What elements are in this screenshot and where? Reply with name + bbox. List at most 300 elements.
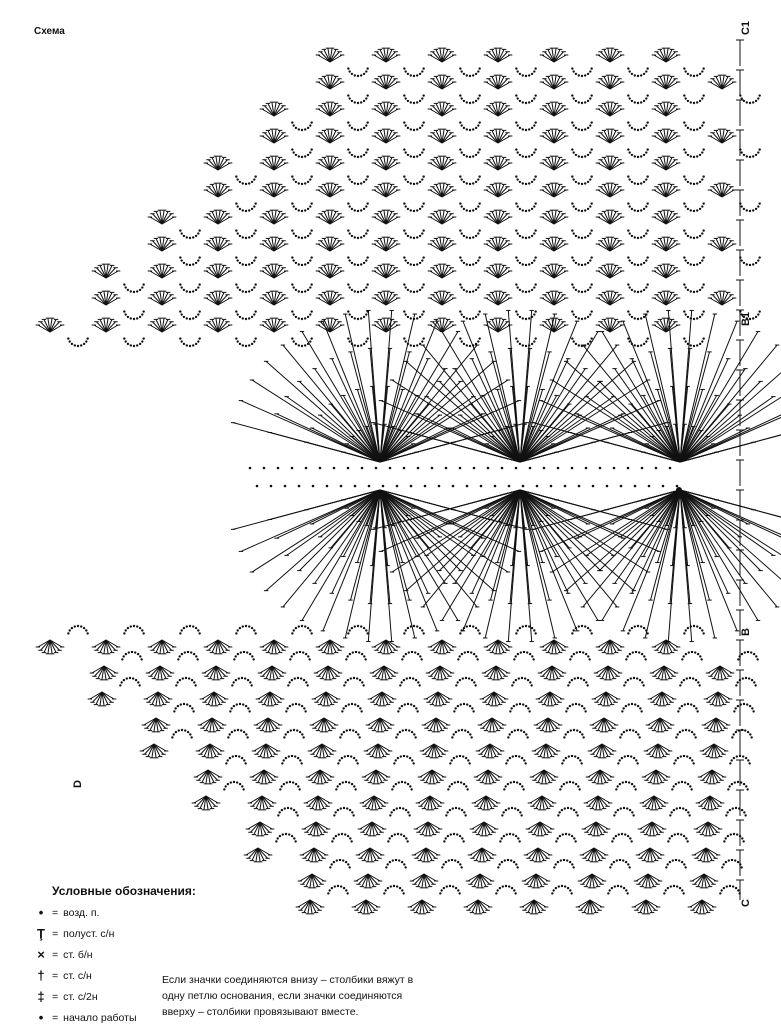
- chain-arc: [397, 703, 419, 713]
- shell: [92, 640, 121, 654]
- shell: [316, 129, 345, 143]
- chain-arc: [679, 677, 701, 687]
- shell: [530, 770, 559, 784]
- chain-arc: [403, 202, 425, 212]
- shell: [540, 156, 569, 170]
- chain-arc: [609, 859, 631, 869]
- shell: [204, 640, 233, 654]
- chain-arc: [439, 885, 461, 895]
- chain-arc: [291, 283, 313, 293]
- chain-arc: [347, 121, 369, 131]
- chain-arc: [511, 677, 533, 687]
- shell: [540, 237, 569, 251]
- chain-arc: [229, 703, 251, 713]
- chain-arc: [621, 703, 643, 713]
- legend-item-single: × = ст. б/н: [30, 944, 200, 965]
- shell: [596, 291, 625, 305]
- shell: [580, 848, 609, 862]
- chain-arc: [739, 202, 761, 212]
- chain-arc: [441, 859, 463, 869]
- shell: [146, 666, 175, 680]
- chain-arc: [459, 121, 481, 131]
- shell: [696, 796, 725, 810]
- chain-arc: [727, 781, 749, 791]
- chain-arc: [177, 651, 199, 661]
- shell: [364, 744, 393, 758]
- chain-arc: [285, 703, 307, 713]
- shell: [596, 640, 625, 654]
- shell: [484, 291, 513, 305]
- chain-arc: [383, 885, 405, 895]
- chain-arc: [327, 885, 349, 895]
- chain-arc: [563, 729, 585, 739]
- chain-arc: [571, 256, 593, 266]
- chain-arc: [619, 729, 641, 739]
- chain-arc: [663, 885, 685, 895]
- shell: [414, 822, 443, 836]
- chain-arc: [395, 729, 417, 739]
- chain-arc: [231, 677, 253, 687]
- chain-arc: [277, 807, 299, 817]
- chain-arc: [683, 283, 705, 293]
- chain-arc: [403, 148, 425, 158]
- chain-arc: [347, 310, 369, 320]
- chain-arc: [403, 256, 425, 266]
- shell: [410, 874, 439, 888]
- shell: [428, 318, 457, 332]
- chain-arc: [667, 833, 689, 843]
- shell: [652, 264, 681, 278]
- chain-arc: [627, 625, 649, 635]
- shell: [468, 848, 497, 862]
- shell: [412, 848, 441, 862]
- chain-arc: [515, 229, 537, 239]
- shell: [698, 770, 727, 784]
- shell: [644, 744, 673, 758]
- chain-arc: [291, 310, 313, 320]
- chain-arc: [725, 807, 747, 817]
- shell: [474, 770, 503, 784]
- chain-arc: [445, 807, 467, 817]
- shell: [204, 237, 233, 251]
- shell: [308, 744, 337, 758]
- legend-item-chain: • = возд. п.: [30, 902, 200, 923]
- shell: [372, 264, 401, 278]
- legend-item-half-double: Ţ = полуст. с/н: [30, 923, 200, 944]
- chain-arc: [291, 202, 313, 212]
- shell: [646, 718, 675, 732]
- chain-arc: [291, 148, 313, 158]
- chain-arc: [459, 67, 481, 77]
- chain-arc: [175, 677, 197, 687]
- shell: [370, 666, 399, 680]
- chain-arc: [683, 625, 705, 635]
- shell: [704, 692, 733, 706]
- shell: [708, 237, 737, 251]
- marker-c1: C1: [740, 18, 752, 38]
- shell: [694, 822, 723, 836]
- marker-d: D: [72, 774, 84, 794]
- shell: [484, 183, 513, 197]
- chain-arc: [515, 202, 537, 212]
- legend-label: ст. с/2н: [63, 991, 98, 1003]
- legend-item-start: • = начало работы: [30, 1007, 200, 1028]
- shell: [300, 848, 329, 862]
- chain-arc: [571, 202, 593, 212]
- shell: [688, 900, 717, 914]
- shell: [352, 900, 381, 914]
- shell: [372, 210, 401, 224]
- shell: [596, 264, 625, 278]
- chain-arc: [347, 625, 369, 635]
- chain-arc: [515, 256, 537, 266]
- shell: [256, 692, 285, 706]
- shell: [484, 102, 513, 116]
- shell: [424, 692, 453, 706]
- shell: [246, 822, 275, 836]
- shell: [92, 264, 121, 278]
- legend-label: ст. с/н: [63, 970, 92, 982]
- chain-arc: [459, 148, 481, 158]
- shell: [310, 718, 339, 732]
- chain-arc: [739, 148, 761, 158]
- chain-arc: [453, 703, 475, 713]
- shell: [194, 770, 223, 784]
- shell: [652, 318, 681, 332]
- chain-arc: [561, 755, 583, 765]
- chain-arc: [683, 337, 705, 347]
- shell: [198, 718, 227, 732]
- chain-arc: [347, 283, 369, 293]
- shell: [296, 900, 325, 914]
- shell: [372, 640, 401, 654]
- chain-arc: [739, 256, 761, 266]
- shell: [484, 48, 513, 62]
- chain-arc: [627, 67, 649, 77]
- shell: [540, 291, 569, 305]
- shell: [140, 744, 169, 758]
- shell: [470, 822, 499, 836]
- chain-arc: [571, 229, 593, 239]
- shell: [466, 874, 495, 888]
- chain-arc: [123, 283, 145, 293]
- chain-arc: [235, 202, 257, 212]
- treble-crochet-icon: ‡: [30, 989, 52, 1004]
- chain-arc: [123, 625, 145, 635]
- chain-arc: [335, 781, 357, 791]
- chain-arc: [571, 625, 593, 635]
- chain-arc: [515, 175, 537, 185]
- shell: [594, 666, 623, 680]
- chain-arc: [291, 121, 313, 131]
- legend-label: начало работы: [63, 1012, 136, 1024]
- chain-arc: [399, 677, 421, 687]
- shell: [540, 129, 569, 143]
- chain-arc: [329, 859, 351, 869]
- shell: [312, 692, 341, 706]
- shell: [314, 666, 343, 680]
- shell: [358, 822, 387, 836]
- chain-arc: [455, 677, 477, 687]
- chain-arc: [627, 148, 649, 158]
- shell: [428, 183, 457, 197]
- chain-arc: [403, 175, 425, 185]
- chain-arc: [235, 310, 257, 320]
- shell: [484, 210, 513, 224]
- chain-arc: [567, 677, 589, 687]
- chain-arc: [393, 755, 415, 765]
- chain-arc: [275, 833, 297, 843]
- shell: [248, 796, 277, 810]
- shell: [426, 666, 455, 680]
- shell: [204, 156, 233, 170]
- chain-arc: [67, 625, 89, 635]
- chain-arc: [403, 67, 425, 77]
- chain-arc: [627, 229, 649, 239]
- right-edge-line: [736, 40, 744, 900]
- shell: [484, 237, 513, 251]
- shell: [148, 640, 177, 654]
- shell: [652, 156, 681, 170]
- chain-arc: [235, 283, 257, 293]
- shell: [478, 718, 507, 732]
- legend-note: Если значки соединяются внизу – столбики вяжут в одну петлю основания, если значки соединяются вверху – столбики провязывают вместе.: [162, 972, 422, 1020]
- shell: [464, 900, 493, 914]
- chain-arc: [723, 833, 745, 843]
- shell: [418, 770, 447, 784]
- center-band: [249, 467, 679, 488]
- shell: [148, 210, 177, 224]
- shell: [202, 666, 231, 680]
- shell: [372, 237, 401, 251]
- chain-arc: [347, 67, 369, 77]
- chain-arc: [459, 229, 481, 239]
- chain-arc: [509, 703, 531, 713]
- chain-arc: [615, 781, 637, 791]
- shell: [244, 848, 273, 862]
- shell: [476, 744, 505, 758]
- chain-arc: [459, 175, 481, 185]
- shell: [90, 666, 119, 680]
- shell: [204, 318, 233, 332]
- chain-arc: [515, 67, 537, 77]
- shell: [690, 874, 719, 888]
- chain-arc: [347, 202, 369, 212]
- shell: [540, 640, 569, 654]
- chain-arc: [671, 781, 693, 791]
- chain-arc: [347, 175, 369, 185]
- shell: [148, 318, 177, 332]
- chain-arc: [337, 755, 359, 765]
- center-fans: [231, 310, 781, 641]
- shell: [260, 156, 289, 170]
- shell: [316, 264, 345, 278]
- shell: [372, 183, 401, 197]
- shell: [484, 640, 513, 654]
- shell: [528, 796, 557, 810]
- chain-arc: [673, 755, 695, 765]
- shell: [144, 692, 173, 706]
- chain-arc: [683, 310, 705, 320]
- chain-arc: [179, 337, 201, 347]
- shell: [534, 718, 563, 732]
- shell: [428, 264, 457, 278]
- shell: [316, 291, 345, 305]
- shell: [362, 770, 391, 784]
- shell: [428, 210, 457, 224]
- shell: [36, 640, 65, 654]
- shell: [148, 264, 177, 278]
- shell: [632, 900, 661, 914]
- shell: [372, 102, 401, 116]
- shell: [634, 874, 663, 888]
- shell: [428, 48, 457, 62]
- shell: [260, 237, 289, 251]
- chain-arc: [459, 283, 481, 293]
- shell: [372, 48, 401, 62]
- chain-arc: [235, 337, 257, 347]
- shell: [482, 666, 511, 680]
- shell: [652, 48, 681, 62]
- shell: [540, 318, 569, 332]
- chain-arc: [279, 781, 301, 791]
- chain-arc: [739, 94, 761, 104]
- chain-arc: [235, 256, 257, 266]
- shell: [304, 796, 333, 810]
- shell: [540, 210, 569, 224]
- shell: [428, 291, 457, 305]
- legend-item-double: † = ст. с/н: [30, 965, 200, 986]
- shell: [540, 264, 569, 278]
- chain-arc: [391, 781, 413, 791]
- chain-arc: [343, 677, 365, 687]
- chain-arc: [459, 256, 481, 266]
- chain-arc: [555, 833, 577, 843]
- chain-arc: [119, 677, 141, 687]
- chain-arc: [553, 859, 575, 869]
- chain-arc: [515, 625, 537, 635]
- chain-arc: [683, 121, 705, 131]
- shell: [354, 874, 383, 888]
- half-double-crochet-icon: Ţ: [30, 926, 52, 941]
- shell: [472, 796, 501, 810]
- shell: [298, 874, 327, 888]
- shell: [258, 666, 287, 680]
- shell: [316, 75, 345, 89]
- chain-arc: [347, 94, 369, 104]
- shell: [532, 744, 561, 758]
- shell: [596, 156, 625, 170]
- chain-arc: [627, 283, 649, 293]
- shell: [260, 318, 289, 332]
- chain-arc: [403, 229, 425, 239]
- chain-arc: [403, 94, 425, 104]
- shell: [708, 183, 737, 197]
- chain-arc: [459, 310, 481, 320]
- chain-arc: [683, 67, 705, 77]
- shell: [92, 291, 121, 305]
- chain-arc: [341, 703, 363, 713]
- legend-title: Условные обозначения:: [52, 884, 200, 898]
- shell: [540, 48, 569, 62]
- chain-arc: [551, 885, 573, 895]
- shell: [422, 718, 451, 732]
- chain-arc: [677, 703, 699, 713]
- double-crochet-icon: †: [30, 968, 52, 983]
- chain-arc: [515, 121, 537, 131]
- shell: [148, 237, 177, 251]
- chain-arc: [665, 859, 687, 869]
- chain-arc: [171, 729, 193, 739]
- shell: [204, 291, 233, 305]
- shell: [260, 640, 289, 654]
- shell: [372, 156, 401, 170]
- chain-arc: [571, 94, 593, 104]
- chain-arc: [557, 807, 579, 817]
- shell: [652, 129, 681, 143]
- chain-arc: [179, 256, 201, 266]
- chain-arc: [681, 651, 703, 661]
- shell: [316, 183, 345, 197]
- shell: [316, 102, 345, 116]
- shell: [428, 640, 457, 654]
- chain-arc: [719, 885, 741, 895]
- chain-arc: [339, 729, 361, 739]
- chain-arc: [627, 121, 649, 131]
- chain-arc: [403, 337, 425, 347]
- shell: [652, 640, 681, 654]
- shell: [250, 770, 279, 784]
- shell: [428, 237, 457, 251]
- chain-arc: [281, 755, 303, 765]
- shell: [36, 318, 65, 332]
- shell: [260, 264, 289, 278]
- chain-arc: [571, 175, 593, 185]
- chain-arc: [559, 781, 581, 791]
- shell: [260, 129, 289, 143]
- shell: [92, 318, 121, 332]
- upper-shell-pattern: [36, 48, 761, 347]
- chain-arc: [121, 651, 143, 661]
- chain-arc: [571, 148, 593, 158]
- shell: [520, 900, 549, 914]
- legend-label: ст. б/н: [63, 949, 92, 961]
- shell: [260, 291, 289, 305]
- shell: [652, 102, 681, 116]
- shell: [480, 692, 509, 706]
- chain-arc: [627, 175, 649, 185]
- chain-arc: [123, 337, 145, 347]
- chain-arc: [227, 729, 249, 739]
- chain-arc: [515, 148, 537, 158]
- chain-arc: [389, 807, 411, 817]
- chain-arc: [503, 781, 525, 791]
- chain-arc: [401, 651, 423, 661]
- shell: [596, 75, 625, 89]
- legend-label: полуст. с/н: [63, 928, 114, 940]
- shell: [540, 75, 569, 89]
- shell: [596, 48, 625, 62]
- shell: [372, 291, 401, 305]
- chain-arc: [495, 885, 517, 895]
- chain-arc: [385, 859, 407, 869]
- shell: [200, 692, 229, 706]
- shell: [652, 237, 681, 251]
- chain-arc: [505, 755, 527, 765]
- shell: [540, 102, 569, 116]
- shell: [142, 718, 171, 732]
- chain-arc: [683, 175, 705, 185]
